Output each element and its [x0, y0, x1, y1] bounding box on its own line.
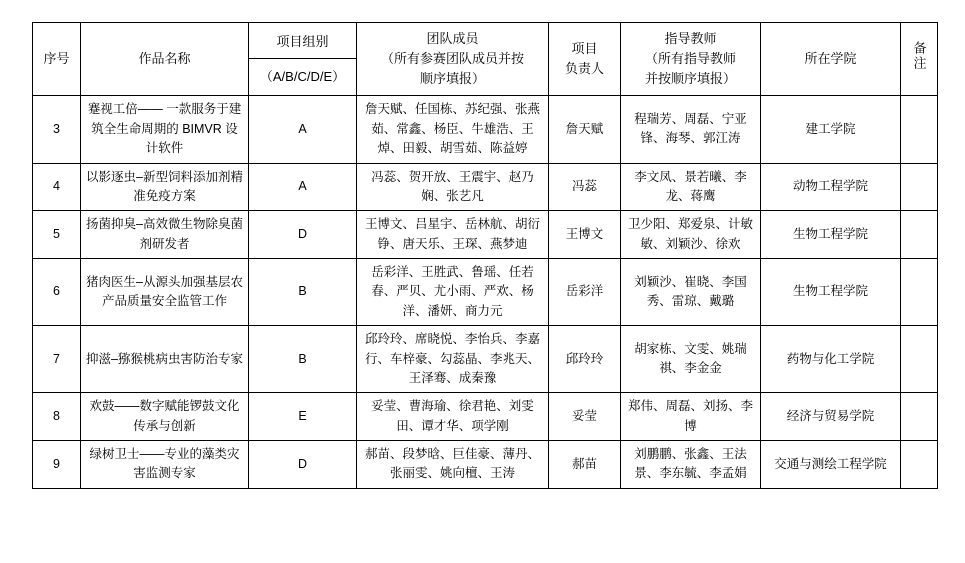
cell-work-name: 猪肉医生–从源头加强基层农产品质量安全监管工作	[81, 259, 249, 326]
cell-leader: 詹天赋	[549, 96, 621, 163]
cell-members: 郝苗、段梦晗、巨佳豪、薄丹、张丽雯、姚向檀、王涛	[357, 441, 549, 489]
header-members-line1: 团队成员	[426, 31, 479, 46]
cell-group: A	[249, 96, 357, 163]
table-row	[33, 211, 938, 259]
cell-seq-number: 8	[33, 393, 81, 441]
cell-college: 建工学院	[761, 96, 901, 163]
cell-leader: 郝苗	[549, 441, 621, 489]
cell-work-name: 以影逐虫–新型饲料添加剂精准免疫方案	[81, 163, 249, 211]
cell-work-name: 扬菌抑臭–高效微生物除臭菌剂研发者	[81, 211, 249, 259]
cell-college: 生物工程学院	[761, 211, 901, 259]
cell-work-name: 欢鼓——数字赋能锣鼓文化传承与创新	[81, 393, 249, 441]
cell-group: B	[249, 326, 357, 393]
cell-members: 妥莹、曹海瑜、徐君艳、刘雯田、谭才华、项学刚	[357, 393, 549, 441]
cell-teachers: 刘鹏鹏、张鑫、王法景、李东毓、李孟娟	[621, 441, 761, 489]
cell-leader: 邱玲玲	[549, 326, 621, 393]
table-body	[33, 96, 938, 488]
cell-remark	[901, 259, 938, 326]
table-row	[33, 393, 938, 441]
cell-members: 岳彩洋、王胜武、鲁瑶、任若春、严贝、尤小雨、严欢、杨洋、潘妍、商力元	[357, 259, 549, 326]
header-teachers-line3: 并按顺序填报）	[644, 71, 736, 87]
cell-group: B	[249, 259, 357, 326]
header-teachers-line2: （所有指导教师	[644, 51, 736, 67]
cell-teachers: 胡家栋、文雯、姚瑞祺、李金金	[621, 326, 761, 393]
cell-seq-number: 3	[33, 96, 81, 163]
cell-group: D	[249, 211, 357, 259]
header-members-line3: 顺序填报）	[419, 71, 485, 87]
header-leader	[549, 23, 621, 96]
cell-members: 詹天赋、任国栋、苏纪强、张燕茹、常鑫、杨臣、牛雄浩、王焯、田毅、胡雪茹、陈益婷	[357, 96, 549, 163]
cell-college: 药物与化工学院	[761, 326, 901, 393]
cell-teachers: 李文凤、景若曦、李龙、蒋鹰	[621, 163, 761, 211]
header-work-name: 作品名称	[81, 23, 249, 96]
cell-work-name: 蹇视工倍—— 一款服务于建筑全生命周期的 BIMVR 设计软件	[81, 96, 249, 163]
cell-work-name: 绿树卫士——专业的藻类灾害监测专家	[81, 441, 249, 489]
header-seq: 序号	[33, 23, 81, 96]
header-leader-line1: 项目	[571, 41, 598, 57]
cell-college: 交通与测绘工程学院	[761, 441, 901, 489]
cell-teachers: 刘颖沙、崔晓、李国秀、雷琼、戴璐	[621, 259, 761, 326]
cell-members: 邱玲玲、席晓悦、李怡兵、李嘉行、车梓豪、勾蕊晶、李兆天、王泽骞、成秦豫	[357, 326, 549, 393]
table-row	[33, 96, 938, 163]
cell-remark	[901, 441, 938, 489]
header-members	[357, 23, 549, 96]
cell-group: E	[249, 393, 357, 441]
cell-remark	[901, 393, 938, 441]
cell-seq-number: 5	[33, 211, 81, 259]
cell-teachers: 郑伟、周磊、刘扬、李博	[621, 393, 761, 441]
header-members-line2: （所有参赛团队成员并按	[380, 51, 524, 67]
cell-college: 经济与贸易学院	[761, 393, 901, 441]
cell-group: D	[249, 441, 357, 489]
cell-remark	[901, 211, 938, 259]
cell-leader: 岳彩洋	[549, 259, 621, 326]
table-header	[33, 23, 938, 96]
cell-remark	[901, 96, 938, 163]
header-teachers	[621, 23, 761, 96]
table-row	[33, 441, 938, 489]
header-remark-label: 备注	[911, 41, 927, 72]
cell-leader: 王博文	[549, 211, 621, 259]
cell-group: A	[249, 163, 357, 211]
header-leader-line2: 负责人	[564, 61, 604, 77]
table-row	[33, 326, 938, 393]
cell-teachers: 程瑞芳、周磊、宁亚锋、海琴、郭江涛	[621, 96, 761, 163]
table-row	[33, 163, 938, 211]
cell-college: 动物工程学院	[761, 163, 901, 211]
header-group-line1: 项目组别	[249, 30, 356, 59]
header-teachers-line1: 指导教师	[664, 31, 717, 46]
header-remark	[901, 23, 938, 96]
cell-work-name: 抑滋–猕猴桃病虫害防治专家	[81, 326, 249, 393]
header-group-line2: （A/B/C/D/E）	[259, 69, 346, 85]
header-group	[249, 23, 357, 96]
entries-table	[32, 22, 938, 489]
cell-college: 生物工程学院	[761, 259, 901, 326]
cell-members: 冯蕊、贺开放、王震宇、赵乃娴、张艺凡	[357, 163, 549, 211]
cell-seq-number: 9	[33, 441, 81, 489]
header-row	[33, 23, 938, 96]
cell-leader: 妥莹	[549, 393, 621, 441]
table-row	[33, 259, 938, 326]
cell-seq-number: 6	[33, 259, 81, 326]
cell-members: 王博文、吕星宇、岳林航、胡衍铮、唐天乐、王琛、燕梦迪	[357, 211, 549, 259]
cell-teachers: 卫少阳、郑爱泉、计敏敏、刘颖沙、徐欢	[621, 211, 761, 259]
header-college: 所在学院	[761, 23, 901, 96]
cell-seq-number: 7	[33, 326, 81, 393]
cell-remark	[901, 326, 938, 393]
cell-leader: 冯蕊	[549, 163, 621, 211]
cell-remark	[901, 163, 938, 211]
cell-seq-number: 4	[33, 163, 81, 211]
